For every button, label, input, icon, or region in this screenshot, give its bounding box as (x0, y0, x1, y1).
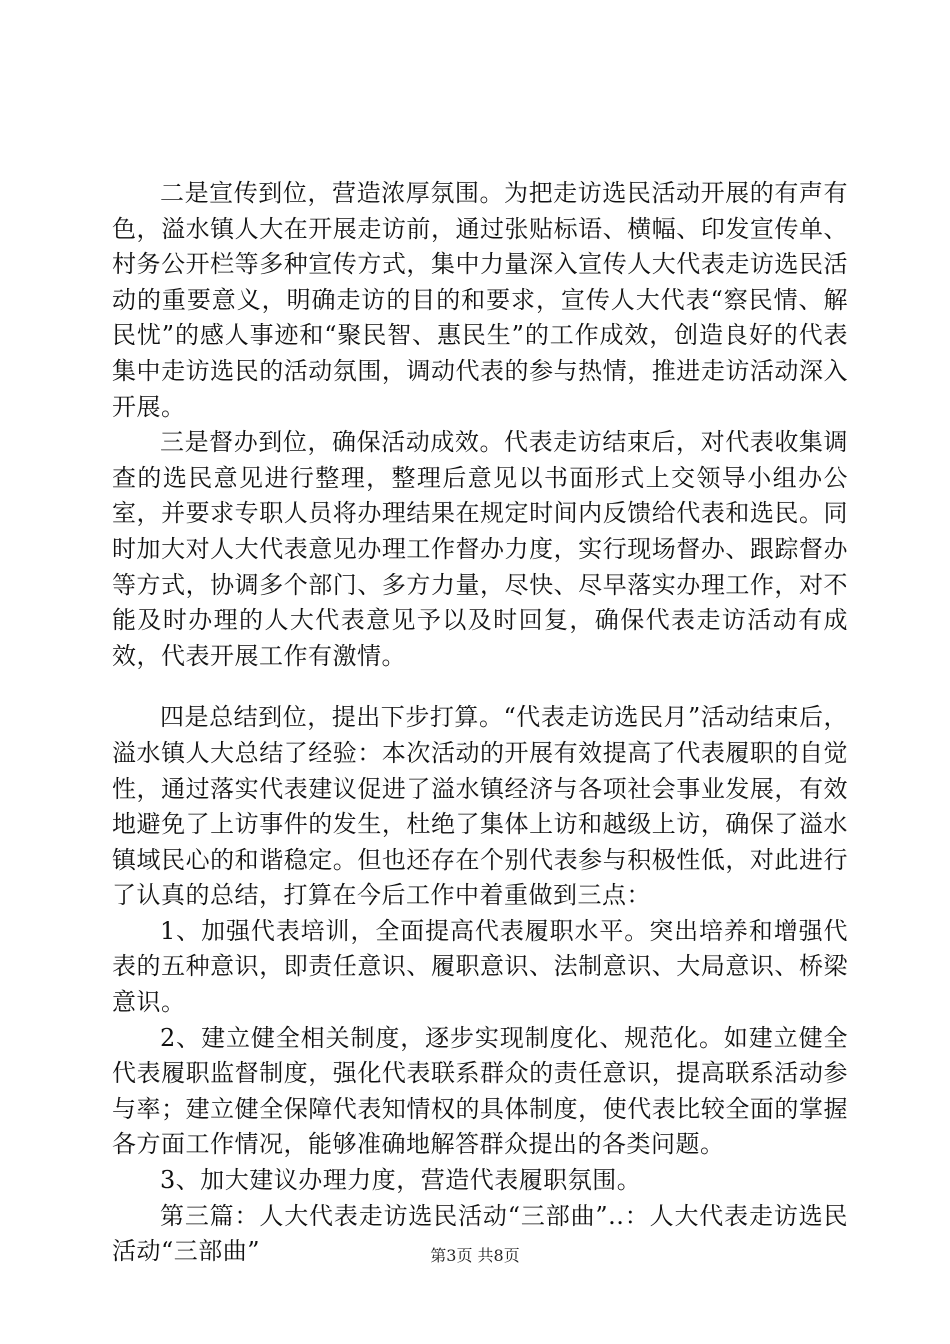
list-item-system: 2、建立健全相关制度，逐步实现制度化、规范化。如建立健全代表履职监督制度，强化代表联系群众的责任意识，提高联系活动参与率；建立健全保障代表知情权的具体制度，使代表比较全面的掌握各方面工作情况，能够准确地解答群众提出的各类问题。 (112, 1023, 848, 1159)
list-item-training: 1、加强代表培训，全面提高代表履职水平。突出培养和增强代表的五种意识，即责任意识、履职意识、法制意识、大局意识、桥梁意识。 (112, 916, 848, 1017)
paragraph-spacer (112, 674, 848, 700)
page-footer: 第3页 共8页 (430, 1246, 520, 1265)
document-body (112, 176, 848, 1270)
paragraph-supervision: 三是督办到位，确保活动成效。代表走访结束后，对代表收集调查的选民意见进行整理，整理后意见以书面形式上交领导小组办公室，并要求专职人员将办理结果在规定时间内反馈给代表和选民。同时加大对人大代表意见办理工作督办力度，实行现场督办、跟踪督办等方式，协调多个部门、多方力量，尽快、尽早落实办理工作，对不能及时办理的人大代表意见予以及时回复，确保代表走访活动有成效，代表开展工作有激情。 (112, 428, 848, 670)
paragraph-summary: 四是总结到位，提出下步打算。“代表走访选民月”活动结束后，溢水镇人大总结了经验：本次活动的开展有效提高了代表履职的自觉性，通过落实代表建议促进了溢水镇经济与各项社会事业发展，有效地避免了上访事件的发生，杜绝了集体上访和越级上访，确保了溢水镇域民心的和谐稳定。但也还存在个别代表参与积极性低，对此进行了认真的总结，打算在今后工作中着重做到三点： (112, 703, 848, 910)
paragraph-publicity: 二是宣传到位，营造浓厚氛围。为把走访选民活动开展的有声有色，溢水镇人大在开展走访前，通过张贴标语、横幅、印发宣传单、村务公开栏等多种宣传方式，集中力量深入宣传人大代表走访选民活动的重要意义，明确走访的目的和要求，宣传人大代表“察民情、解民忧”的感人事迹和“聚民智、惠民生”的工作成效，创造良好的代表集中走访选民的活动氛围，调动代表的参与热情，推进走访活动深入开展。 (112, 179, 848, 421)
list-item-suggestions: 3、加大建议办理力度，营造代表履职氛围。 (160, 1166, 642, 1195)
section-heading: 第三篇：人大代表走访选民活动“三部曲”..：人大代表走访选民活动“三部曲” (112, 1201, 848, 1266)
